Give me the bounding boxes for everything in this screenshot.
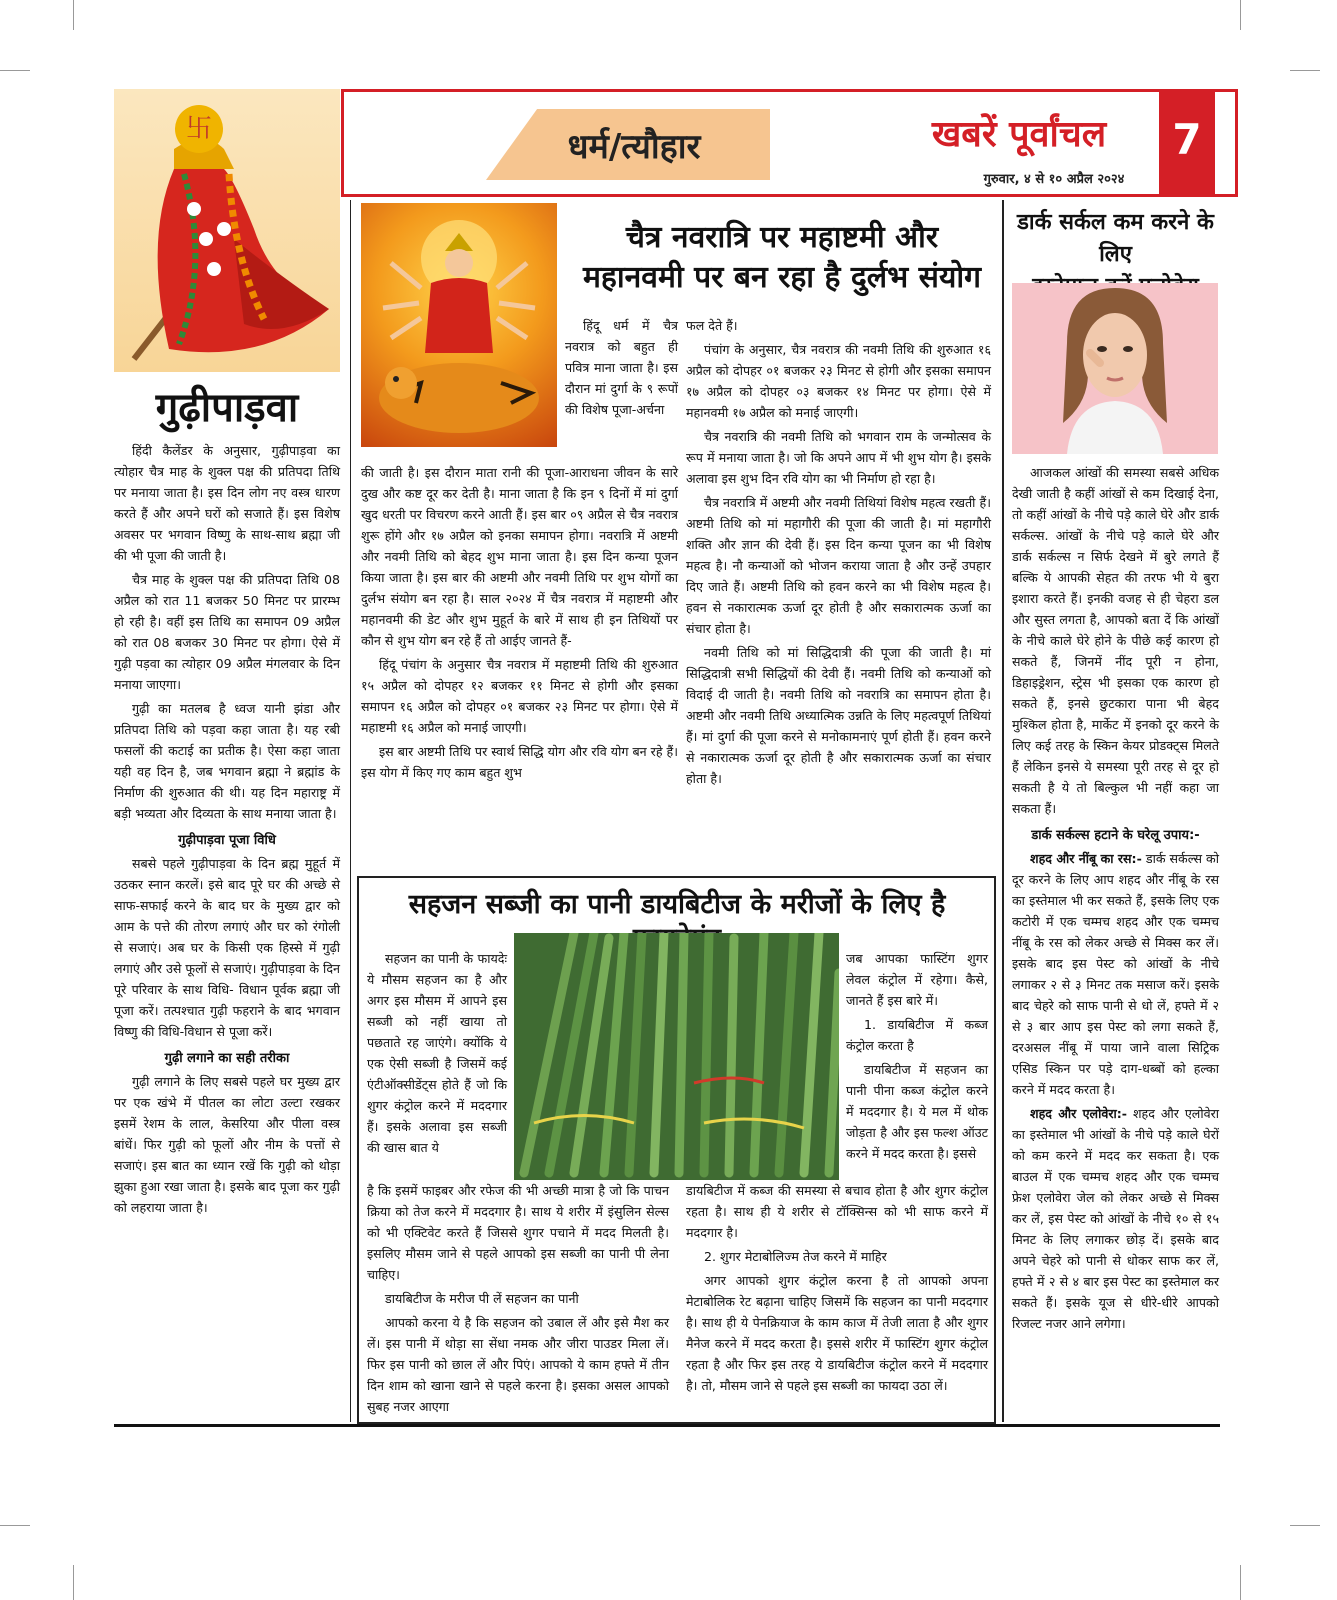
paragraph: हिंदी कैलेंडर के अनुसार, गुढ़ीपाड़वा का त्योहार चैत्र माह के शुक्ल पक्ष की प्रतिपदा तिथि पर मनाया जाता है। इस दिन लोग नए वस्त्र धारण करते हैं और अपने घरों को सजाते हैं। इस विशेष अवसर पर भगवान विष्णु के साथ-साथ ब्रह्मा जी की भी पूजा की जाती है। [114,443,340,563]
crop-mark [73,1565,74,1600]
headline-line: महानवमी पर बन रहा है दुर्लभ संयोग [582,260,982,295]
navratri-intro: हिंदू धर्म में चैत्र नवरात्र को बहुत ही पवित्र माना जाता है। इस दौरान मां दुर्गा के ९ रूपों की विशेष पूजा-अर्चना [565,318,678,417]
paragraph: चैत्र नवरात्रि में अष्टमी और नवमी तिथियां विशेष महत्व रखती हैं। अष्टमी तिथि को मां महागौरी की पूजा की जाती है। मां महागौरी शक्ति और ज्ञान की देवी हैं। इस दिन कन्या पूजन का भी विशेष महत्व है। नौ कन्याओं को भोजन कराया जाता है और उन्हें उपहार दिए जाते हैं। अष्टमी तिथि को हवन करने का भी विशेष महत्व है। हवन से नकारात्मक ऊर्जा दूर होती है और सकारात्मक ऊर्जा का संचार होता है। [686,495,991,636]
navratri-column-2 [686,315,991,792]
paragraph: फल देते हैं। [686,318,738,333]
paragraph: इस बार अष्टमी तिथि पर स्वार्थ सिद्धि योग और रवि योग बन रहे हैं। इस योग में किए गए काम बहुत शुभ [361,744,678,780]
paragraph: नवमी तिथि को मां सिद्धिदात्री की पूजा की जाती है। मां सिद्धिदात्री सभी सिद्धियों की देवी हैं। नवमी तिथि को कन्याओं को विदाई दी जाती है। नवमी तिथि को नवरात्रि का समापन होता है। अष्टमी और नवमी तिथि अध्यात्मिक उन्नति के लिए महत्वपूर्ण तिथियां हैं। मां दुर्गा की पूजा करने से मनोकामनाएं पूर्ण होती हैं। हवन करने से नकारात्मक ऊर्जा दूर होती है और सकारात्मक ऊर्जा का संचार होता है। [686,645,991,786]
headline-line: चैत्र नवरात्रि पर महाष्टमी और [625,220,939,255]
paragraph [1012,848,1219,1100]
crop-mark [1290,70,1320,71]
paragraph: हिंदू पंचांग के अनुसार चैत्र नवरात्र में महाष्टमी तिथि की शुरुआत १५ अप्रैल को दोपहर १२ बजकर ११ मिनट से होगी और इसका समापन १६ अप्रैल को दोपहर ०१ बजकर २३ मिनट पर होगा। ऐसे में महाष्टमी १६ अप्रैल को मनाई जाएगी। [361,657,678,735]
svg-text:卐: 卐 [185,114,213,144]
gudhi-padwa-illustration [114,89,340,372]
paragraph: गुढ़ी लगाने के लिए सबसे पहले घर मुख्य द्वार पर एक खंभे में पीतल का लोटा उल्टा रखकर इसमें रेशम के लाल, केसरिया और पीला वस्त्र बांधें। फिर गुढ़ी को फूलों और नीम के पत्तों से सजाएं। इस बात का ध्यान रखें कि गुढ़ी को थोड़ा झुका हुआ रखा जाता है। इसके बाद पूजा कर गुढ़ी को लहराया जाता है। [114,1074,340,1215]
paragraph: चैत्र नवरात्रि की नवमी तिथि को भगवान राम के जन्मोत्सव के रूप में मनाया जाता है। जो कि अपने आप में भी शुभ योग है। इसके अलावा इस शुभ दिन रवि योग का भी निर्माण हो रहा है। [686,429,991,486]
remedy-label: शहद और नींबू का रस:- [1030,851,1142,866]
woman-dark-circles-image [1012,283,1218,454]
headline-line: डार्क सर्कल कम करने के लिए [1017,209,1214,267]
gudhi-padwa-title: गुढ़ीपाड़वा [155,384,299,431]
crop-mark [73,0,74,30]
paragraph: आपको करना ये है कि सहजन को उबाल लें और इसे मैश कर लें। इस पानी में थोड़ा सा सेंधा नमक और जीरा पाउडर मिला लें। फिर इस पानी को छाल लें और पिएं। आपको ये काम हफ्ते में तीन दिन शाम को खाना खाने से पहले करना है। इसका असल आपको सुबह नजर आएगा [367,1315,669,1414]
column-divider [1002,200,1004,1422]
paragraph: आजकल आंखों की समस्या सबसे अधिक देखी जाती है कहीं आंखों से कम दिखाई देना, तो कहीं आंखों के नीचे पड़े काले घेरे और डार्क सर्कल्स. आंखों के नीचे पड़े काले घेरे और डार्क सर्कल्स न सिर्फ देखने में बुरे लगते हैं बल्कि ये आपकी सेहत की तरफ भी ये बुरा इशारा करते हैं। इनकी वजह से ही चेहरा डल और सुस्त लगता है, आपको बता दें कि आंखों के नीचे काले घेरे होने के पीछे कई कारण हो सकते हैं, जिनमें नींद पूरी न होना, डिहाइड्रेशन, स्ट्रेस भी इसका एक कारण हो सकते हैं, इनसे छुटकारा पाना भी बेहद मुश्किल होता है, मार्केट में इनको दूर करने के लिए कई तरह के स्किन केयर प्रोडक्ट्स मिलते हैं लेकिन इनसे ये समस्या पूरी तरह से दूर हो सकती है ये तो बिल्कुल भी नहीं कहा जा सकता हैं। [1012,465,1219,816]
subheading: गुढ़ीपाड़वा पूजा विधि [178,833,276,848]
drumstick-image [514,933,839,1180]
paragraph: 1. डायबिटीज में कब्ज कंट्रोल करता है [846,1017,988,1053]
navratri-headline [562,218,1002,298]
page-bottom-rule [114,1424,1220,1427]
crop-mark [1290,1525,1320,1526]
durga-image [361,203,557,447]
subheading: गुढ़ी लगाने का सही तरीका [164,1051,290,1066]
issue-date: गुरुवार, ४ से १० अप्रैल २०२४ [983,172,1125,187]
sahjan-headline: सहजन सब्जी का पानी डायबिटीज के मरीजों के लिए है [408,889,946,920]
page-number: 7 [1159,92,1215,194]
paragraph: डायबिटीज में कब्ज की समस्या से बचाव होता है और शुगर कंट्रोल रहता है। साथ ही ये शरीर से टॉक्सिन्स को भी साफ करने में मददगार है। [686,1183,988,1240]
crop-mark [1240,0,1241,30]
sahjan-left-column: सहजन का पानी के फायदेः ये मौसम सहजन का है और अगर इस मौसम में आपने इस सब्जी को नहीं खाया तो पछताते रह जाएंगे। क्योंकि ये एक ऐसी सब्जी है जिसमें कई एंटीऑक्सीडेंट्स होते हैं जो कि शुगर कंट्रोल करने में मददगार हैं। इसके अलावा इस सब्जी की खास बात ये [367,951,507,1155]
masthead [341,89,1238,197]
sahjan-bottom-left [367,1180,669,1420]
paragraph: है कि इसमें फाइबर और रफेज की भी अच्छी मात्रा है जो कि पाचन क्रिया को तेज करने में मददगार है। साथ ये शरीर में इंसुलिन सेल्स को भी एक्टिवेट करते हैं जिससे शुगर पचाने में मदद मिलती है। इसलिए मौसम जाने से पहले आपको इस सब्जी का पानी पी लेना चाहिए। [367,1183,669,1282]
section-label: धर्म/त्यौहार [567,127,701,167]
paragraph: गुढ़ी का मतलब है ध्वज यानी झंडा और प्रतिपदा तिथि को पड़वा कहा जाता है। यह रबी फसलों की कटाई का प्रतीक है। ऐसा कहा जाता यही वह दिन है, जब भगवान ब्रह्मा ने ब्रह्मांड के निर्माण की शुरुआत की थी। यह दिन महाराष्ट्र में बड़ी भव्यता और दिव्यता के साथ मनाया जाता है। [114,701,340,821]
paragraph [1012,1103,1219,1334]
sahjan-bottom-right [686,1180,988,1399]
paragraph: जब आपका फास्टिंग शुगर लेवल कंट्रोल में रहेगा। कैसे, जानते हैं इस बारे में। [846,951,988,1008]
remedy-text: शहद और एलोवेरा का इस्तेमाल भी आंखों के नीचे पड़े काले घेरों को कम करने में मदद कर सकता है। एक बाउल में एक चम्मच शहद और एक चम्मच फ्रेश एलोवेरा जेल को लेकर अच्छे से मिक्स कर लें, इस पेस्ट को आंखों के नीचे १० से १५ मिनट के लिए लगाकर छोड़ दें। इसके बाद अपने चेहरे को पानी से धोकर साफ कर लें, हफ्ते में २ से ४ बार इस पेस्ट का इस्तेमाल कर सकते हैं। इसके यूज से धीरे-धीरे आपको रिजल्ट नजर आने लगेगा। [1012,1106,1219,1331]
navratri-column-1 [361,462,678,786]
column-divider [350,200,351,1422]
sahjan-right-column [846,948,988,1167]
paragraph: डायबिटीज के मरीज पी लें सहजन का पानी [385,1291,579,1306]
paragraph: सबसे पहले गुढ़ीपाड़वा के दिन ब्रह्म मुहूर्त में उठकर स्नान करलें। इसे बाद पूरे घर की अच्छे से साफ-सफाई करने के बाद घर के मुख्य द्वार को आम के पत्ते की तोरण लगाएं और घर को रंगोली से सजाएं। अब घर के किसी एक हिस्से में गुढ़ी लगाएं और उसे फूलों से सजाएं। गुढ़ीपाड़वा के दिन पूरे परिवार के साथ विधि- विधान पूर्वक ब्रह्मा जी पूजा करें। तत्पश्चात गुढ़ी फहराने के बाद भगवान विष्णु की विधि-विधान से पूजा करें। [114,856,340,1039]
paragraph: अगर आपको शुगर कंट्रोल करना है तो आपको अपना मेटाबोलिक रेट बढ़ाना चाहिए जिसमें कि सहजन का पानी मददगार है। साथ ही ये पेनक्रियाज के काम काज में तेजी लाता है और शुगर मैनेज करने में मदद करता है। इससे शरीर में फास्टिंग शुगर कंट्रोल रहता है और फिर इस तरह ये डायबिटीज कंट्रोल करने में मददगार है। तो, मौसम जाने से पहले इस सब्जी का फायदा उठा लें। [686,1273,988,1393]
paragraph: पंचांग के अनुसार, चैत्र नवरात्र की नवमी तिथि की शुरुआत १६ अप्रैल को दोपहर ०१ बजकर २३ मिनट से होगी और इसका समापन १७ अप्रैल को दोपहर ०३ बजकर १४ मिनट पर होगा। ऐसे में महानवमी १७ अप्रैल को मनाई जाएगी। [686,342,991,420]
paragraph: चैत्र माह के शुक्ल पक्ष की प्रतिपदा तिथि 08 अप्रैल को रात 11 बजकर 50 मिनट पर प्रारम्भ हो रही है। वहीं इस तिथि का समापन 09 अप्रैल को रात 08 बजकर 30 मिनट पर होगा। ऐसे में गुढ़ी पड़वा का त्योहार 09 अप्रैल मंगलवार के दिन मनाया जाएगा। [114,572,340,692]
paragraph: 2. शुगर मेटाबोलिज्म तेज करने में माहिर [704,1249,887,1264]
crop-mark [0,1525,30,1526]
paragraph: डायबिटीज में सहजन का पानी पीना कब्ज कंट्रोल करने में मददगार है। ये मल में थोक जोड़ता है और इस फल्श ऑउट करने में मदद करता है। इससे [846,1062,988,1161]
aloe-article [1012,462,1219,1337]
paragraph: की जाती है। इस दौरान माता रानी की पूजा-आराधना जीवन के सारे दुख और कष्ट दूर कर देती है। माना जाता है कि इन ९ दिनों में मां दुर्गा खुद धरती पर विचरण करने आती हैं। इस बार ०९ अप्रैल से चैत्र नवरात्र शुरू होंगे और १७ अप्रैल को इनका समापन होगा। नवरात्रि में अष्टमी और नवमी तिथि को बेहद शुभ माना जाता है। इस दिन कन्या पूजन किया जाता है। इस बार की अष्टमी और नवमी तिथि पर शुभ योगों का दुर्लभ संयोग बन रहा है। साल २०२४ में चैत्र नवरात्र में महाष्टमी और महानवमी की डेट और शुभ मुहूर्त के बारे में साथ ही इन तिथियों पर कौन से शुभ योग बन रहे हैं तो आईए जानते हैं- [361,465,678,648]
crop-mark [0,70,30,71]
gudhi-padwa-article [114,440,340,1221]
subheading: डार्क सर्कल्स हटाने के घरेलू उपाय:- [1031,828,1200,843]
crop-mark [1240,1565,1241,1600]
brand-name: खबरें पूर्वांचल [931,113,1107,155]
remedy-text: डार्क सर्कल्स को दूर करने के लिए आप शहद और नींबू के रस का इस्तेमाल भी कर सकते हैं, इसके लिए एक कटोरी में एक चम्मच शहद और एक चम्मच नींबू के रस को लेकर अच्छे से मिक्स कर लें। इसके बाद इस पेस्ट को आंखों के नीचे लगाकर २ से ३ मिनट तक मसाज करें। इसके बाद चेहरे को साफ पानी से धो लें, हफ्ते में २ से ३ बार आप इस पेस्ट को लगा सकते हैं, दरअसल नींबू में पाया जाने वाला सिट्रिक एसिड स्किन पर पड़े दाग-धब्बों को हल्का करने में मदद करता है। [1012,851,1219,1097]
remedy-label: शहद और एलोवेरा:- [1030,1106,1128,1121]
